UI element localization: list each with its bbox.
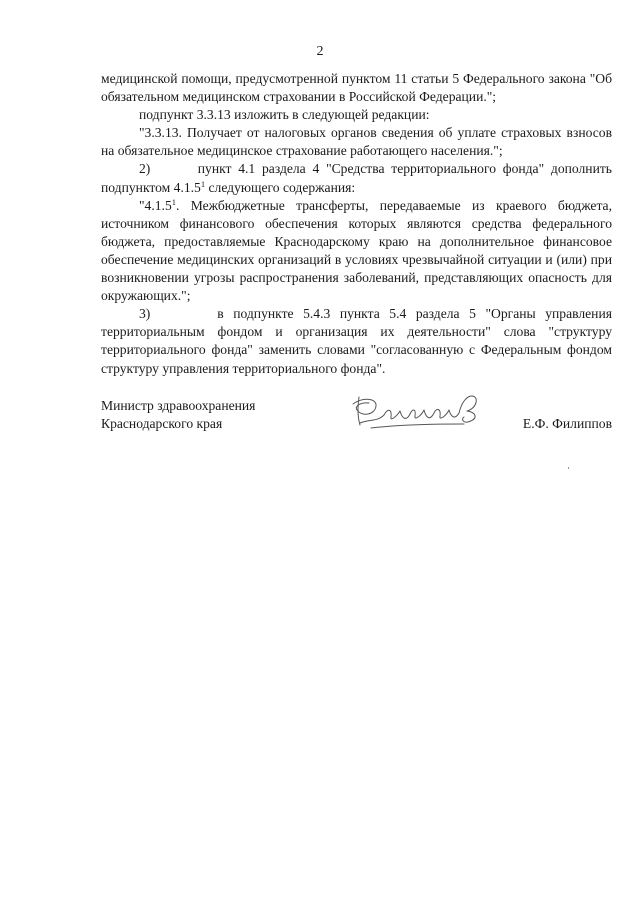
signatory-title-line-1: Министр здравоохранения (101, 398, 256, 413)
page-number: 2 (316, 44, 324, 59)
paragraph-item-2 (101, 160, 612, 196)
signatory-name: Е.Ф. Филиппов (522, 416, 612, 431)
paragraph-subpoint-3-3-13-text: "3.3.13. Получает от налоговых органов сведения об уплате страховых взносов на обязательное медицинское страхование работающего населения."; (101, 125, 612, 159)
paragraph-subpoint-3-3-13-intro: подпункт 3.3.13 изложить в следующей редакции: (139, 107, 430, 123)
document-body (101, 70, 612, 378)
item-2-text: 2) пункт 4.1 раздела 4 "Средства территориального фонда" дополнить подпунктом 4.1.5 (101, 161, 612, 195)
subpoint-text: . Межбюджетные трансферты, передаваемые из краевого бюджета, источником финансового обеспечения которых являются средства федерального бюджета, предоставляемые Краснодарскому краю на дополнительное финансовое обеспечение медицинских организаций в условиях чрезвычайной ситуации и (или) при возникновении угрозы распространения заболеваний, представляющих опасность для окружающих."; (101, 197, 612, 304)
signatory-title (101, 397, 255, 433)
superscript: 1 (200, 178, 206, 189)
item-2-tail: следующего содержания: (205, 179, 356, 195)
superscript: 1 (171, 196, 176, 207)
paragraph-subpoint-4-1-5 (101, 197, 612, 306)
paragraph-item-3: 3) в подпункте 5.4.3 пункта 5.4 раздела 5 "Органы управления территориальным фондом и организация их деятельности" слова "структуру территориального фонда" заменить словами "согласованную с Федеральным фондом структуру управления территориального фонда". (101, 306, 612, 376)
signature-block (101, 397, 612, 457)
signatory-title-line-2: Краснодарского края (101, 416, 223, 432)
handwritten-signature (351, 391, 486, 439)
scan-artifact (568, 467, 569, 469)
subpoint-number: "4.1.5 (139, 197, 172, 213)
paragraph-continuation: медицинской помощи, предусмотренной пунктом 11 статьи 5 Федерального закона "Об обязательном медицинском страховании в Российской Федерации."; (101, 71, 612, 105)
